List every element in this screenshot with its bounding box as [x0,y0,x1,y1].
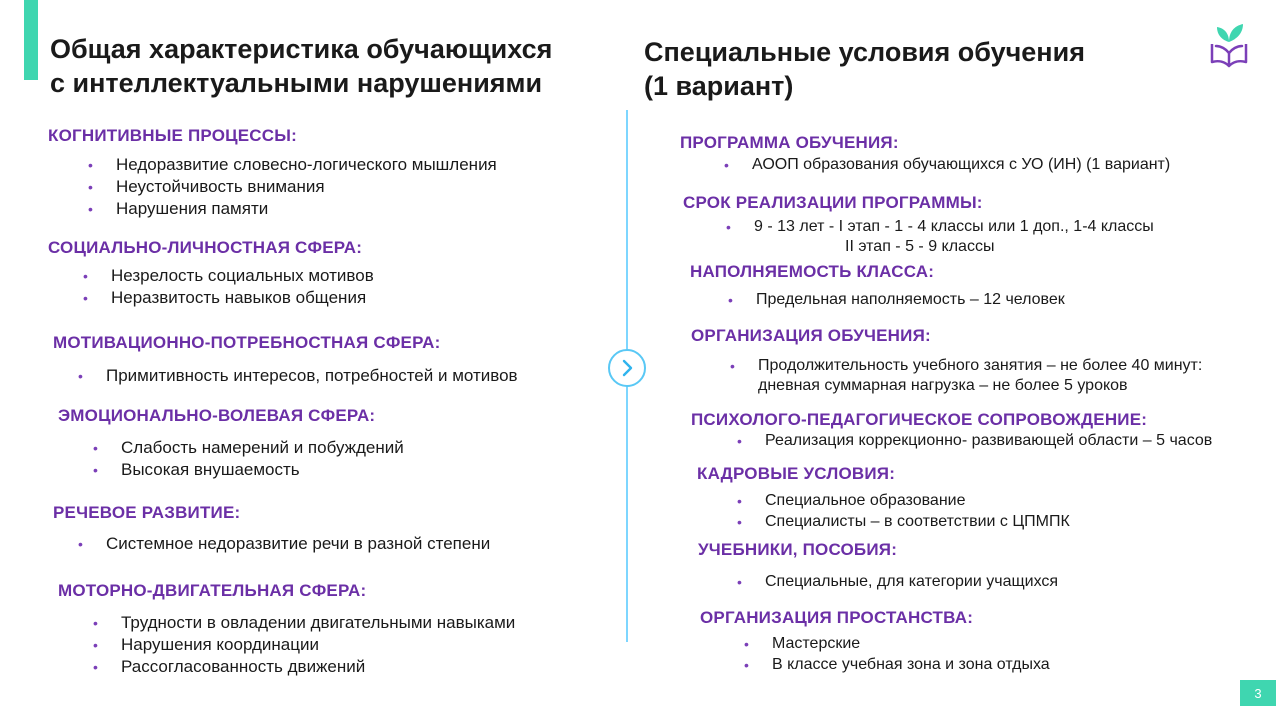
right-heading-space: ОРГАНИЗАЦИЯ ПРОСТАНСТВА: [700,608,974,627]
list-item-continuation: дневная суммарная нагрузка – не более 5 уроков [758,377,1128,394]
left-title-line2: с интеллектуальными нарушениями [50,68,543,98]
list-item: • В классе учебная зона и зона отдыха [744,656,1050,673]
book-sprout-logo-icon [1206,20,1252,70]
right-heading-textbooks: УЧЕБНИКИ, ПОСОБИЯ: [698,540,898,559]
list-item: • 9 - 13 лет - I этап - 1 - 4 классы или 1 доп., 1-4 классы [726,218,1154,235]
list-item: • Реализация коррекционно- развивающей области – 5 часов [737,432,1213,449]
left-heading-social: СОЦИАЛЬНО-ЛИЧНОСТНАЯ СФЕРА: [48,238,363,257]
right-heading-term: СРОК РЕАЛИЗАЦИИ ПРОГРАММЫ: [683,193,983,212]
list-item: • Рассогласованность движений [93,657,366,676]
list-item: • Незрелость социальных мотивов [83,266,374,285]
list-item: • Недоразвитие словесно-логического мышления [88,155,497,174]
left-heading-emotional: ЭМОЦИОНАЛЬНО-ВОЛЕВАЯ СФЕРА: [58,406,376,425]
list-item: • Специальное образование [737,492,966,509]
list-item: • Специалисты – в соответствии с ЦПМПК [737,513,1070,530]
right-heading-support: ПСИХОЛОГО-ПЕДАГОГИЧЕСКОЕ СОПРОВОЖДЕНИЕ: [691,410,1148,429]
right-heading-staff: КАДРОВЫЕ УСЛОВИЯ: [697,464,896,483]
list-item: • Трудности в овладении двигательными навыками [93,613,516,632]
right-title-line1: Специальные условия обучения [644,37,1085,67]
accent-bar [24,0,38,80]
list-item: • Системное недоразвитие речи в разной степени [78,534,491,553]
right-title-line2: (1 вариант) [644,71,794,101]
list-item: • Предельная наполняемость – 12 человек [728,291,1065,308]
list-item: • Нарушения памяти [88,199,269,218]
list-item: • Продолжительность учебного занятия – не более 40 минут: [730,357,1203,374]
chevron-right-icon [618,359,636,377]
left-title-line1: Общая характеристика обучающихся [50,34,553,64]
right-heading-program: ПРОГРАММА ОБУЧЕНИЯ: [680,133,899,152]
list-item: • Неустойчивость внимания [88,177,325,196]
list-item: • Высокая внушаемость [93,460,300,479]
list-item-continuation: II этап - 5 - 9 классы [845,238,995,255]
list-item: • Примитивность интересов, потребностей и мотивов [78,366,518,385]
left-heading-cognitive: КОГНИТИВНЫЕ ПРОЦЕССЫ: [48,126,297,145]
right-heading-class-size: НАПОЛНЯЕМОСТЬ КЛАССА: [690,262,935,281]
page-number: 3 [1240,680,1276,706]
list-item: • АООП образования обучающихся с УО (ИН) (1 вариант) [724,156,1171,173]
next-slide-button[interactable] [608,349,646,387]
left-heading-motivation: МОТИВАЦИОННО-ПОТРЕБНОСТНАЯ СФЕРА: [53,333,441,352]
list-item: • Нарушения координации [93,635,319,654]
list-item: • Специальные, для категории учащихся [737,573,1059,590]
left-heading-motor: МОТОРНО-ДВИГАТЕЛЬНАЯ СФЕРА: [58,581,367,600]
right-title [644,35,1085,103]
list-item: • Мастерские [744,635,861,652]
list-item: • Слабость намерений и побуждений [93,438,404,457]
right-heading-organization: ОРГАНИЗАЦИЯ ОБУЧЕНИЯ: [691,326,931,345]
left-heading-speech: РЕЧЕВОЕ РАЗВИТИЕ: [53,503,241,522]
left-title [50,32,552,100]
list-item: • Неразвитость навыков общения [83,288,367,307]
